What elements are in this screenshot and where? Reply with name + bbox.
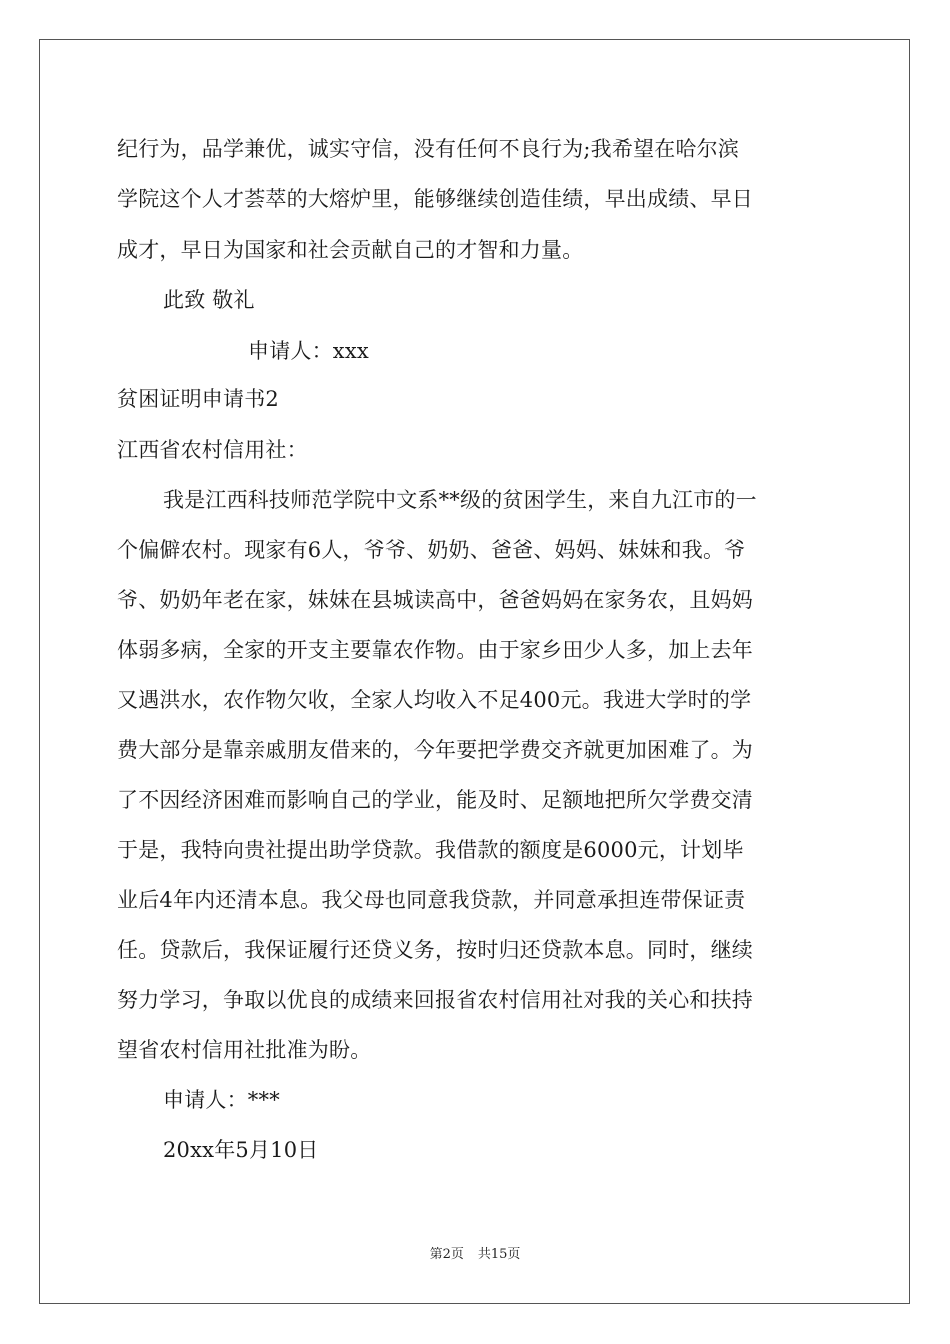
paragraph2-line-3: 爷、奶奶年老在家，妹妹在县城读高中，爸爸妈妈在家务农，且妈妈 xyxy=(117,588,753,612)
paragraph2-line-4: 体弱多病，全家的开支主要靠农作物。由于家乡田少人多，加上去年 xyxy=(117,638,753,662)
paragraph2-line-11: 努力学习，争取以优良的成绩来回报省农村信用社对我的关心和扶持 xyxy=(117,988,753,1012)
signature-applicant-1: 申请人：xxx xyxy=(248,339,369,363)
paragraph2-line-5: 又遇洪水，农作物欠收，全家人均收入不足400元。我进大学时的学 xyxy=(117,688,752,712)
paragraph2-line-9: 业后4年内还清本息。我父母也同意我贷款，并同意承担连带保证责 xyxy=(117,888,746,912)
signature-applicant-2: 申请人：*** xyxy=(163,1088,280,1112)
paragraph2-line-10: 任。贷款后，我保证履行还贷义务，按时归还贷款本息。同时，继续 xyxy=(117,938,753,962)
paragraph2-line-7: 了不因经济困难而影响自己的学业，能及时、足额地把所欠学费交清 xyxy=(117,788,753,812)
paragraph1-line-3: 成才，早日为国家和社会贡献自己的才智和力量。 xyxy=(117,238,584,262)
paragraph2-line-6: 费大部分是靠亲戚朋友借来的，今年要把学费交齐就更加困难了。为 xyxy=(117,738,753,762)
recipient-line: 江西省农村信用社： xyxy=(117,438,308,462)
page-border xyxy=(39,39,910,1304)
paragraph2-line-12: 望省农村信用社批准为盼。 xyxy=(117,1038,372,1062)
total-pages: 共15页 xyxy=(477,1247,521,1262)
closing-salutation: 此致 敬礼 xyxy=(163,288,255,312)
date-line: 20xx年5月10日 xyxy=(163,1138,319,1162)
paragraph2-line-2: 个偏僻农村。现家有6人，爷爷、奶奶、爸爸、妈妈、妹妹和我。爷 xyxy=(117,538,746,562)
page-footer xyxy=(0,1246,950,1264)
paragraph2-line-8: 于是，我特向贵社提出助学贷款。我借款的额度是6000元，计划毕 xyxy=(117,838,744,862)
paragraph1-line-2: 学院这个人才荟萃的大熔炉里，能够继续创造佳绩，早出成绩、早日 xyxy=(117,187,753,211)
page-number: 第2页 xyxy=(429,1247,464,1262)
paragraph2-line-1: 我是江西科技师范学院中文系**级的贫困学生，来自九江市的一 xyxy=(163,488,757,512)
section-title-2: 贫困证明申请书2 xyxy=(117,387,279,411)
paragraph1-line-1: 纪行为，品学兼优，诚实守信，没有任何不良行为;我希望在哈尔滨 xyxy=(117,137,740,161)
